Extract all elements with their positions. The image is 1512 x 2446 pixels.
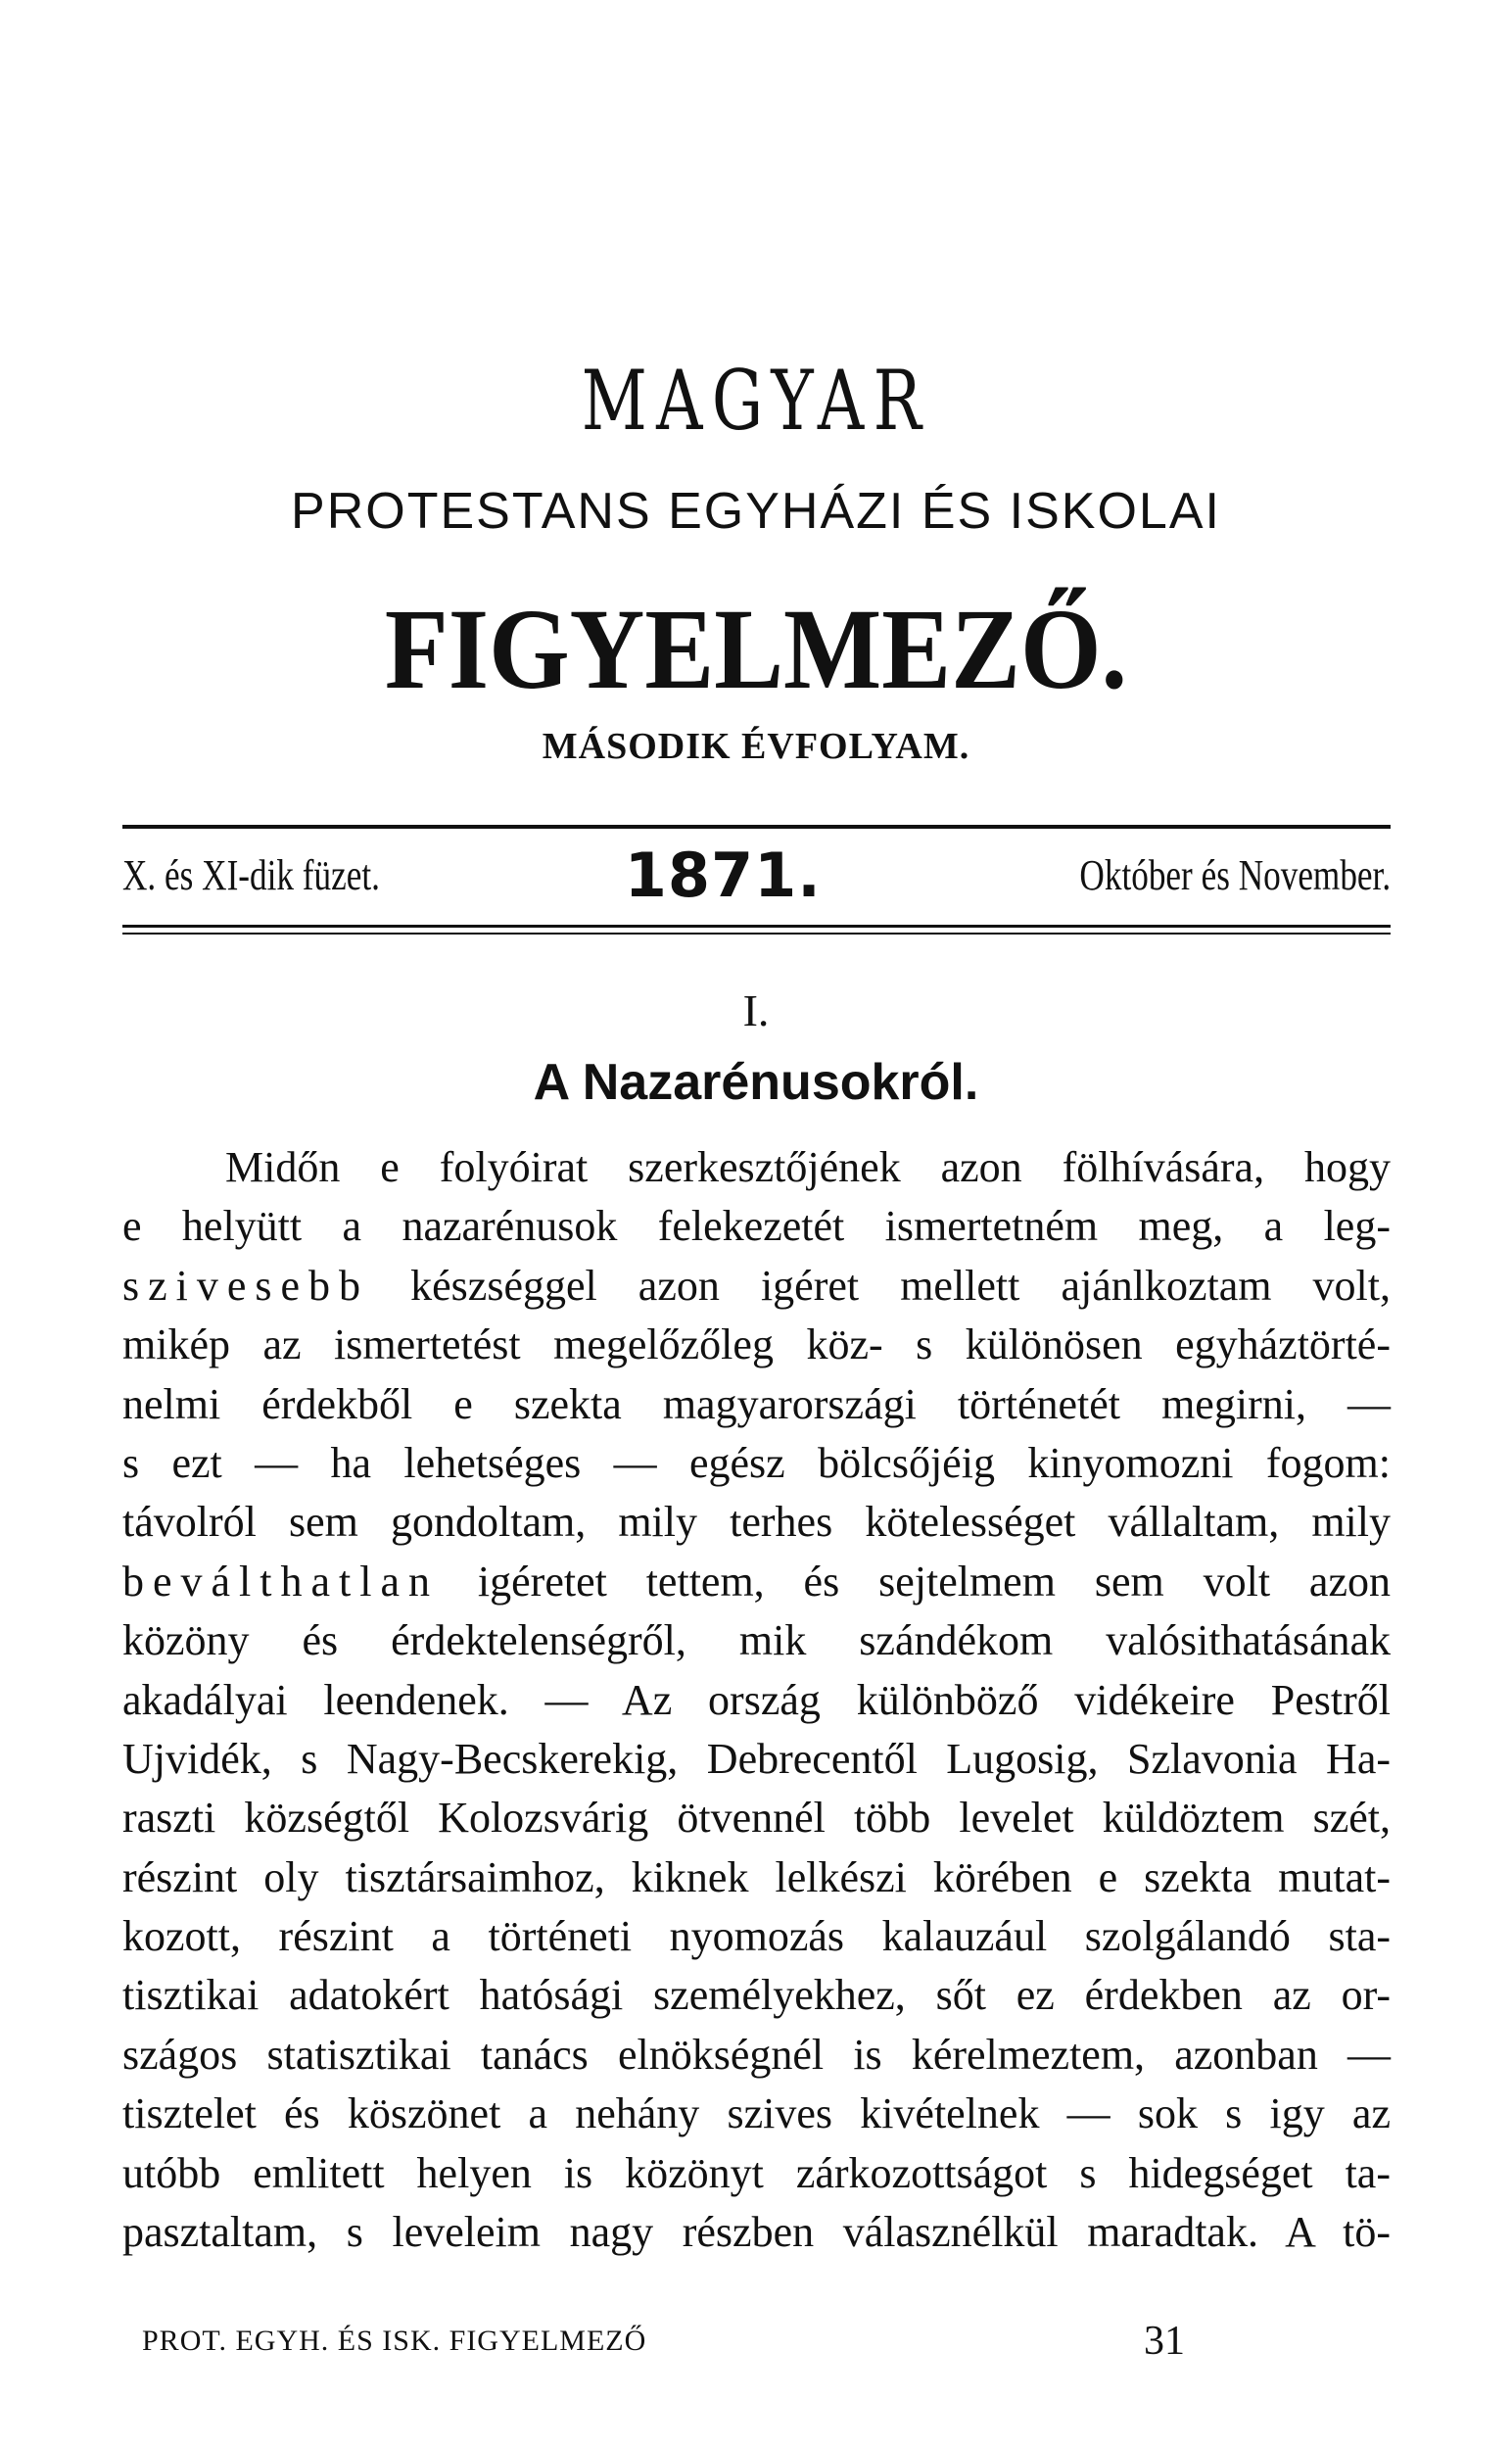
section-number: I. <box>742 985 770 1035</box>
text-line: e helyütt a nazarénusok felekezetét ismertetném meg, a leg- <box>122 1202 1391 1251</box>
text-line: közöny és érdektelenségről, mik szándékom valósithatásának <box>122 1616 1391 1665</box>
text-segment: készséggel azon igéret mellett ajánlkoztam volt, <box>369 1261 1391 1310</box>
issue-number: X. és XI-dik füzet. <box>122 850 380 899</box>
running-head: PROT. EGYH. ÉS ISK. FIGYELMEZŐ <box>142 2325 647 2357</box>
text-line: pasztaltam, s leveleim nagy részben válasznélkül maradtak. A tö- <box>122 2208 1391 2257</box>
text-line: Midőn e folyóirat szerkesztőjének azon fölhívására, hogy <box>225 1143 1391 1191</box>
issue-months: Október és November. <box>1079 850 1391 899</box>
text-line <box>122 1553 1391 1611</box>
issue-year: 1871. <box>624 839 822 911</box>
text-line: tisztikai adatokért hatósági személyekhez, sőt ez érdekben az or- <box>122 1971 1391 2020</box>
issue-line <box>122 840 1391 909</box>
text-line: tisztelet és köszönet a nehány szives kivételnek — sok s igy az <box>122 2089 1391 2138</box>
emphasis-text: beválthatlan <box>122 1557 440 1606</box>
text-line: távolról sem gondoltam, mily terhes kötelességet vállaltam, mily <box>122 1498 1391 1547</box>
masthead-title: FIGYELMEZŐ. <box>384 585 1128 713</box>
text-line: kozott, részint a történeti nyomozás kalauzául szolgálandó sta- <box>122 1912 1391 1961</box>
text-line <box>122 1257 1391 1316</box>
bottom-rule-2 <box>122 933 1391 935</box>
page-number: 31 <box>1144 2319 1185 2364</box>
text-segment: igéretet tettem, és sejtelmem sem volt azon <box>439 1557 1391 1606</box>
text-line: Ujvidék, s Nagy-Becskerekig, Debrecentől Lugosig, Szlavonia Ha- <box>122 1734 1391 1783</box>
text-line: utóbb emlitett helyen is közönyt zárkozottságot s hidegséget ta- <box>122 2148 1391 2197</box>
text-line: részint oly tisztársaimhoz, kiknek lelkészi körében e szekta mutat- <box>122 1852 1391 1901</box>
text-line: s ezt — ha lehetséges — egész bölcsőjéig kinyomozni fogom: <box>122 1438 1391 1487</box>
top-rule <box>122 825 1391 829</box>
text-line: akadályai leendenek. — Az ország különböző vidékeire Pestről <box>122 1675 1391 1724</box>
masthead-subtitle: PROTESTANS EGYHÁZI ÉS ISKOLAI <box>291 483 1221 540</box>
text-line: mikép az ismertetést megelőzőleg köz- s különösen egyháztörté- <box>122 1320 1391 1369</box>
article-title: A Nazarénusokról. <box>533 1054 979 1111</box>
text-line: nelmi érdekből e szekta magyarországi történetét megirni, — <box>122 1379 1391 1428</box>
text-line: szágos statisztikai tanács elnökségnél is kérelmeztem, azonban — <box>122 2030 1391 2079</box>
page-footer <box>122 2312 1391 2371</box>
bottom-rule-1 <box>122 925 1391 928</box>
masthead-magyar: MAGYAR <box>581 353 931 449</box>
volume-label: MÁSODIK ÉVFOLYAM. <box>542 726 970 767</box>
article-body <box>122 1138 1391 2262</box>
text-line: raszti községtől Kolozsvárig ötvennél több levelet küldöztem szét, <box>122 1794 1391 1843</box>
emphasis-text: szivesebb <box>122 1261 370 1310</box>
